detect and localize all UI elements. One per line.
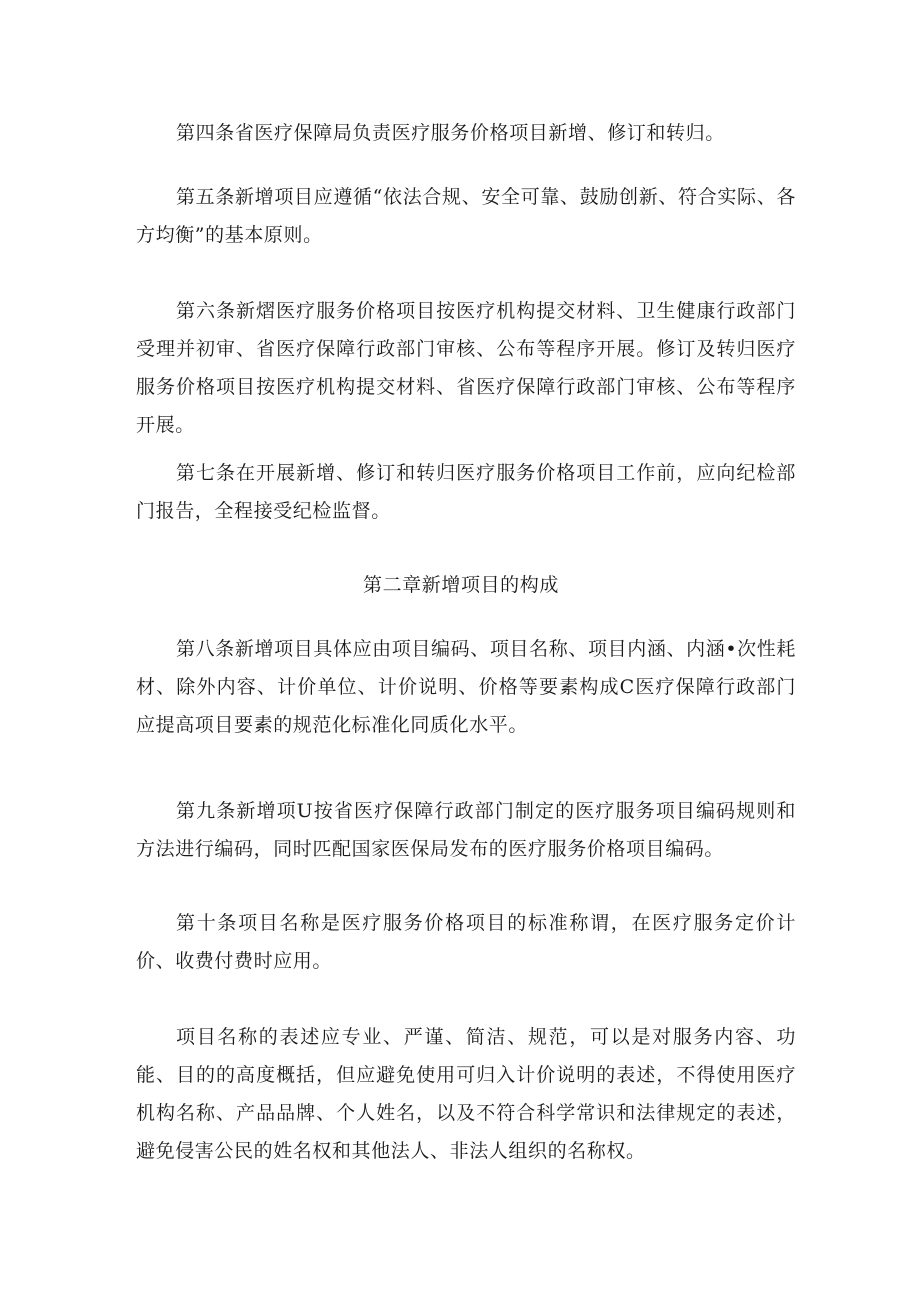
article-10-naming-rules: 项目名称的表述应专业、严谨、简洁、规范，可以是对服务内容、功能、目的的高度概括，但应避免使用可归入计价说明的表述，不得使用医疗机构名称、产品品牌、个人姓名，以及不符合科学常识和法律规定的表述，避免侵害公民的姓名权和其他法人、非法人组织的名称权。 bbox=[136, 1026, 796, 1162]
article-8: 第八条新增项目具体应由项目编码、项目名称、项目内涵、内涵•次性耗材、除外内容、计价单位、计价说明、价格等要素构成C医疗保障行政部门应提高项目要素的规范化标准化同质化水平。 bbox=[136, 638, 796, 736]
article-7: 第七条在开展新增、修订和转归医疗服务价格项目工作前，应向纪检部门报告，全程接受纪检监督。 bbox=[136, 462, 796, 522]
article-9: 第九条新增项U按省医疗保障行政部门制定的医疗服务项目编码规则和方法进行编码，同时匹配国家医保局发布的医疗服务价格项目编码。 bbox=[136, 800, 796, 860]
article-6: 第六条新熠医疗服务价格项目按医疗机构提交材料、卫生健康行政部门受理并初审、省医疗保障行政部门审核、公布等程序开展。修订及转归医疗服务价格项目按医疗机构提交材料、省医疗保障行政部门审核、公布等程序开展。 bbox=[136, 300, 796, 436]
article-5: 第五条新增项目应遵循“依法合规、安全可靠、鼓励创新、符合实际、各方均衡”的基本原则。 bbox=[136, 186, 796, 246]
article-10: 第十条项目名称是医疗服务价格项目的标准称谓，在医疗服务定价计价、收费付费时应用。 bbox=[136, 912, 796, 972]
chapter-heading: 第二章新增项目的构成 bbox=[362, 574, 559, 596]
article-4: 第四条省医疗保障局负责医疗服务价格项目新增、修订和转归。 bbox=[176, 122, 725, 144]
